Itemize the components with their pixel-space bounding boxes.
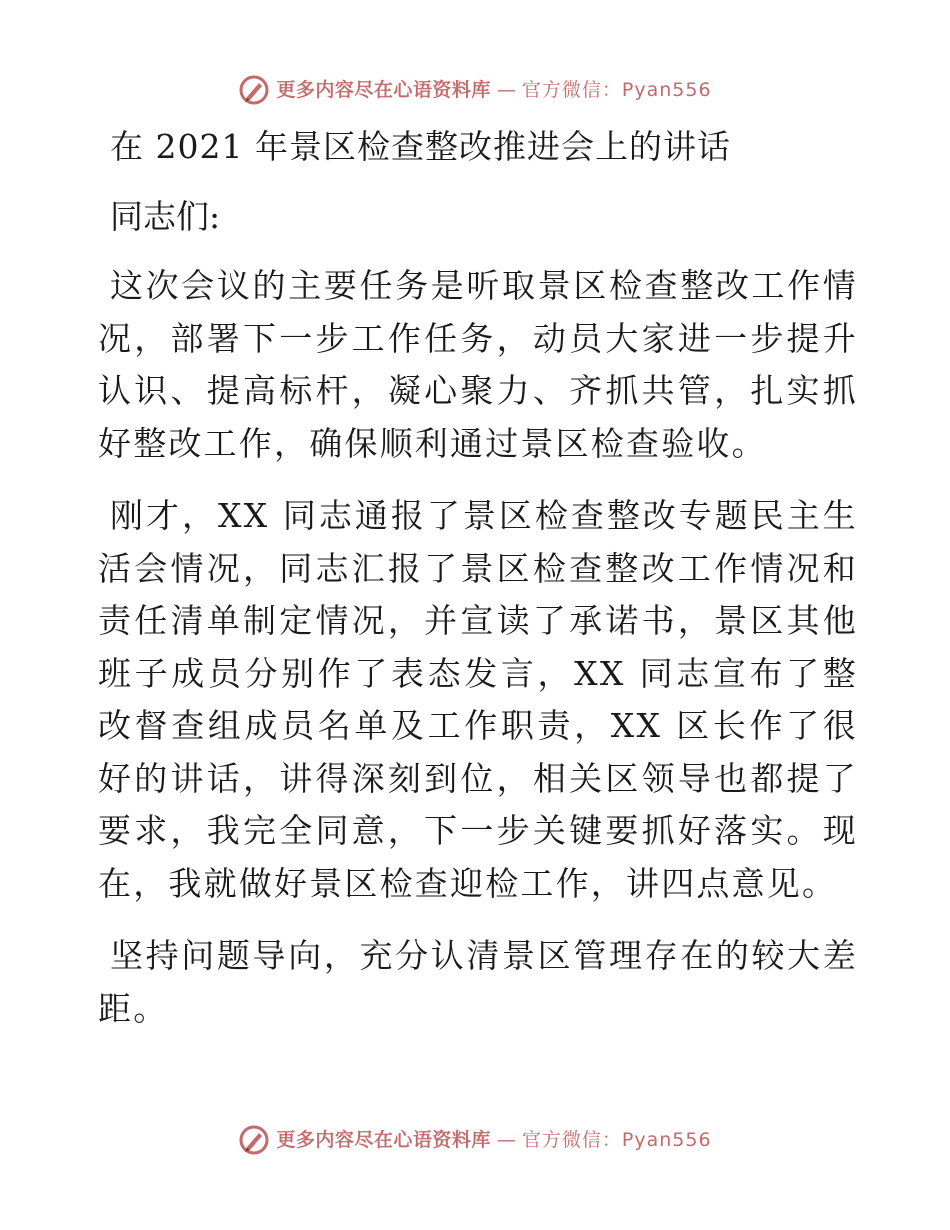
paragraph-3: 坚持问题导向，充分认清景区管理存在的较大差距。: [98, 936, 858, 1028]
greeting: 同志们:: [110, 197, 221, 236]
watermark-separator: —: [496, 79, 516, 101]
watermark-contact: 官方微信：Pyan556: [521, 79, 712, 101]
watermark-contact: 官方微信：Pyan556: [521, 1129, 712, 1151]
paragraph-1: 这次会议的主要任务是听取景区检查整改工作情况，部署下一步工作任务，动员大家进一步提升认识、提高标杆，凝心聚力、齐抓共管，扎实抓好整改工作，确保顺利通过景区检查验收。: [98, 266, 858, 463]
pen-circle-icon: [238, 1124, 270, 1156]
document-title: 在 2021 年景区检查整改推进会上的讲话: [110, 127, 731, 166]
watermark-separator: —: [496, 1129, 516, 1151]
document-body: [98, 122, 858, 1055]
footer-watermark: [0, 1124, 950, 1156]
watermark-text: 更多内容尽在心语资料库: [276, 1129, 491, 1151]
watermark-text: 更多内容尽在心语资料库: [276, 79, 491, 101]
header-watermark: [0, 74, 950, 106]
pen-circle-icon: [238, 74, 270, 106]
paragraph-2: 刚才，XX 同志通报了景区检查整改专题民主生活会情况，同志汇报了景区检查整改工作情况和责任清单制定情况，并宣读了承诺书，景区其他班子成员分别作了表态发言，XX 同志宣布了整改督查组成员名单及工作职责，XX 区长作了很好的讲话，讲得深刻到位，相关区领导也都提了要求，我完全同意，下一步关键要抓好落实。现在，我就做好景区检查迎检工作，讲四点意见。: [98, 496, 858, 903]
